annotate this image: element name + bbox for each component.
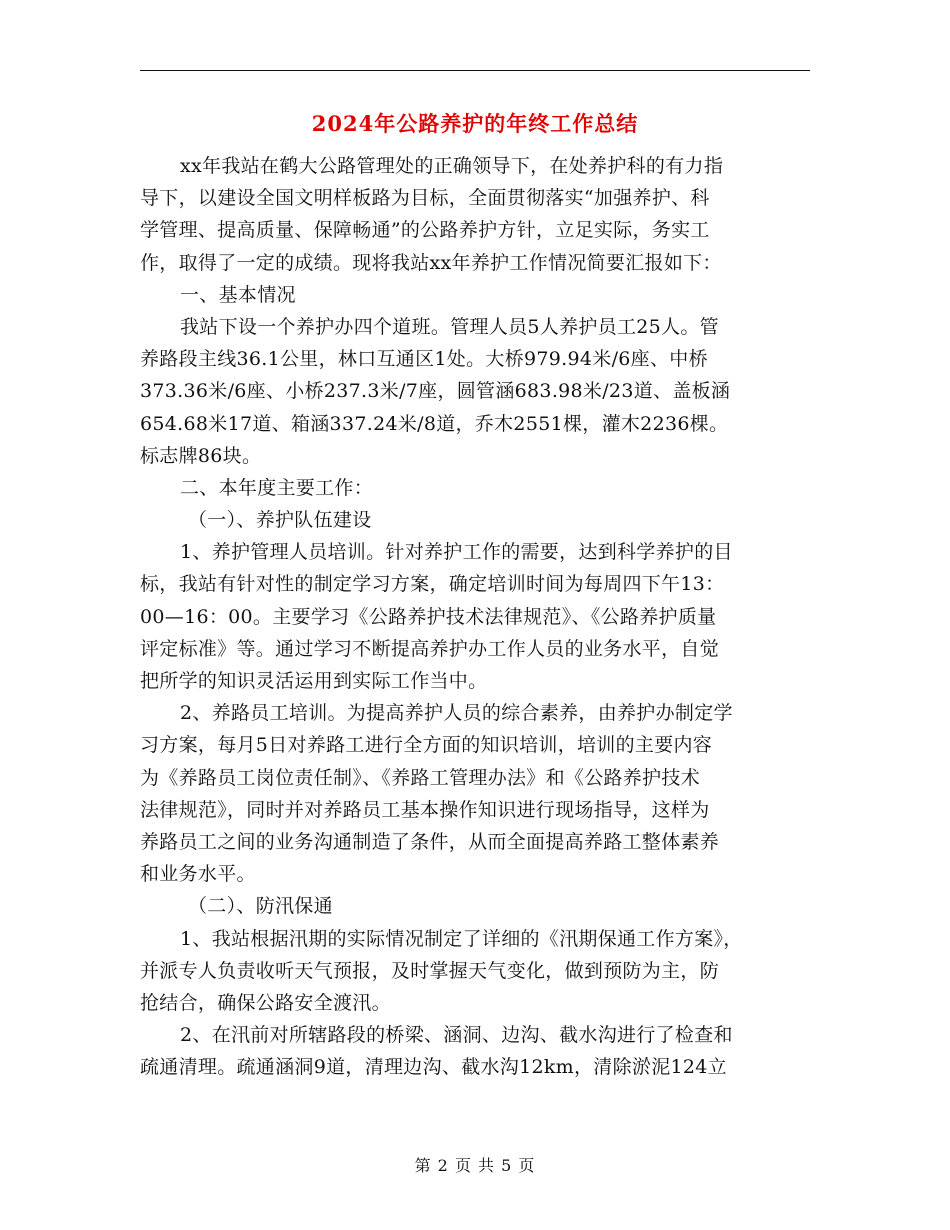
paragraph-line: 我站下设一个养护办四个道班。管理人员5人养护员工25人。管: [180, 315, 719, 338]
paragraph-line: 作，取得了一定的成绩。现将我站xx年养护工作情况简要汇报如下：: [140, 251, 722, 274]
paragraph-line: 2、养路员工培训。为提高养护人员的综合素养，由养护办制定学: [180, 702, 733, 725]
paragraph-line: 并派专人负责收听天气预报，及时掌握天气变化，做到预防为主，防: [140, 959, 720, 982]
paragraph-line: 1、养护管理人员培训。针对养护工作的需要，达到科学养护的目: [180, 541, 733, 564]
paragraph-line: 标，我站有针对性的制定学习方案，确定培训时间为每周四下午13：: [140, 573, 725, 596]
paragraph-line: 习方案，每月5日对养路工进行全方面的知识培训，培训的主要内容: [140, 734, 713, 757]
paragraph-line: 和业务水平。: [140, 863, 256, 886]
paragraph-line: 为《养路员工岗位责任制》、《养路工管理办法》和《公路养护技术: [140, 766, 701, 789]
paragraph-line: 00—16：00。主要学习《公路养护技术法律规范》、《公路养护质量: [140, 605, 717, 628]
paragraph-line: 1、我站根据汛期的实际情况制定了详细的《汛期保通工作方案》，: [180, 927, 743, 950]
document-title: 2024年公路养护的年终工作总结: [311, 111, 639, 136]
paragraph-line: 评定标准》等。通过学习不断提高养护办工作人员的业务水平，自觉: [140, 637, 720, 660]
paragraph-line: 抢结合，确保公路安全渡汛。: [140, 991, 391, 1014]
paragraph-line: 654.68米17道、箱涵337.24米/8道，乔木2551棵，灌木2236棵。: [140, 412, 729, 435]
paragraph-line: 养路段主线36.1公里，林口互通区1处。大桥979.94米/6座、中桥: [140, 348, 708, 371]
section-heading: 二、本年度主要工作：: [180, 476, 374, 499]
header-rule: [140, 70, 810, 71]
paragraph-line: 养路员工之间的业务沟通制造了条件，从而全面提高养路工整体素养: [140, 830, 720, 853]
paragraph-line: 法律规范》，同时并对养路员工基本操作知识进行现场指导，这样为: [140, 798, 710, 821]
subsection-heading: （一）、养护队伍建设: [188, 509, 372, 532]
section-heading: 一、基本情况: [180, 283, 296, 306]
paragraph-line: 373.36米/6座、小桥237.3米/7座，圆管涵683.98米/23道、盖板涵: [140, 380, 731, 403]
document-body: [140, 150, 815, 1083]
page-number: 第 2 页 共 5 页: [414, 1156, 536, 1175]
paragraph-line: 导下，以建设全国文明样板路为目标，全面贯彻落实“加强养护、科: [140, 187, 710, 210]
paragraph-line: 2、在汛前对所辖路段的桥梁、涵洞、边沟、截水沟进行了检查和: [180, 1024, 733, 1047]
paragraph-line: 学管理、提高质量、保障畅通”的公路养护方针，立足实际，务实工: [140, 219, 710, 242]
subsection-heading: （二）、防汛保通: [188, 895, 333, 918]
paragraph-line: 疏通清理。疏通涵洞9道，清理边沟、截水沟12km，清除淤泥124立: [140, 1056, 727, 1079]
paragraph-line: 把所学的知识灵活运用到实际工作当中。: [140, 670, 488, 692]
paragraph-line: xx年我站在鹤大公路管理处的正确领导下，在处养护科的有力指: [180, 155, 724, 177]
paragraph-line: 标志牌86块。: [140, 444, 262, 467]
